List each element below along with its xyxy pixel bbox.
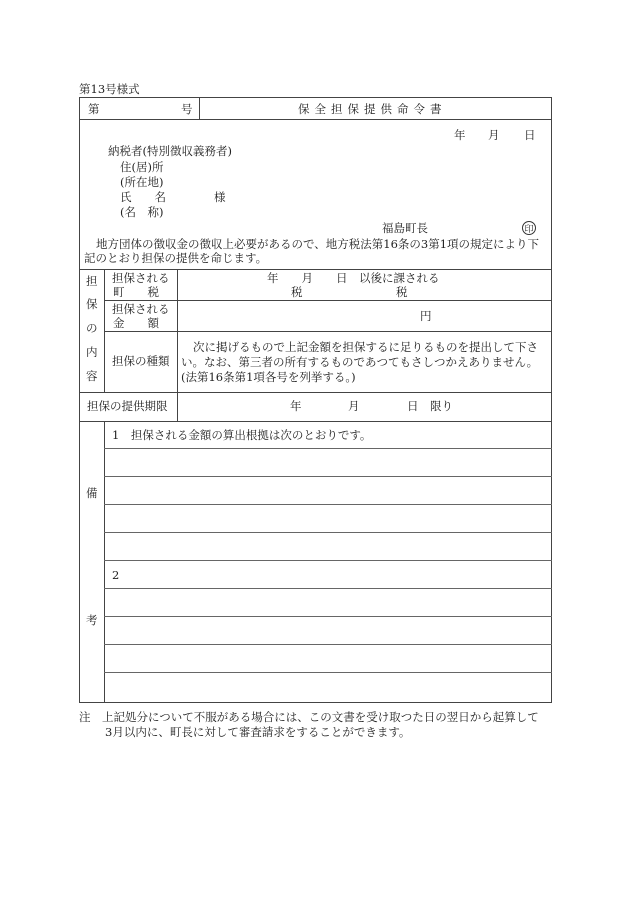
collateral-row1-line [104, 300, 552, 301]
remarks-item-2: 2 [112, 568, 120, 582]
location-label: (所在地) [120, 175, 164, 189]
remarks-line [104, 588, 552, 589]
order-statement: 地方団体の徴収金の徴収上必要があるので、地方税法第16条の3第1項の規定により下記のとおり担保の提供を命じます。 [84, 237, 540, 265]
name-label: 氏 名 [120, 190, 166, 204]
remarks-line [104, 672, 552, 673]
deadline-year: 年 [290, 399, 302, 413]
date-month: 月 [488, 128, 500, 142]
amount-unit: 円 [420, 309, 432, 323]
form-number: 第13号様式 [79, 82, 140, 96]
deadline-day: 日 限り [407, 399, 453, 413]
remarks-item-1: 1 担保される金額の算出根拠は次のとおりです。 [112, 428, 372, 442]
address-label: 住(居)所 [120, 160, 164, 174]
secured-tax-label-2: 町 税 [113, 285, 159, 299]
deadline-divider [177, 392, 178, 421]
collateral-bottom-line [79, 392, 552, 393]
number-label-left: 第 [88, 102, 100, 116]
corp-name-label: (名 称) [120, 205, 164, 219]
side-label-char-1: 担 [86, 274, 98, 288]
secured-amount-label-1: 担保される [112, 302, 170, 316]
deadline-bottom-line [79, 421, 552, 422]
secured-tax-item-2: 税 [396, 285, 408, 299]
collateral-type-text: 次に掲げるもので上記金額を担保するに足りるものを提出して下さい。なお、第三者の所有するものであつてもさしつかえありません。(法第16条第1項各号を列挙する。) [181, 340, 539, 384]
deadline-month: 月 [348, 399, 360, 413]
deadline-label: 担保の提供期限 [87, 399, 168, 413]
remarks-line [104, 644, 552, 645]
remarks-line [104, 616, 552, 617]
secured-tax-item-1: 税 [291, 285, 303, 299]
side-label-char-3: の [86, 321, 98, 335]
remarks-line [104, 560, 552, 561]
remarks-line [104, 532, 552, 533]
appeal-note-line-2: 3月以内に、町長に対して審査請求をすることができます。 [105, 725, 411, 739]
side-label-char-2: 保 [86, 297, 98, 311]
secured-tax-date-line: 年 月 日 以後に課される [267, 271, 440, 285]
remarks-side-divider [104, 421, 105, 703]
issuer-title: 福島町長 [382, 221, 428, 235]
honorific: 様 [214, 190, 226, 204]
seal-mark: 印 [522, 221, 536, 235]
header-bottom-line [79, 119, 552, 120]
collateral-row2-line [104, 331, 552, 332]
side-label-char-4: 内 [86, 345, 98, 359]
appeal-note-line-1: 注 上記処分について不服がある場合には、この文書を受け取つた日の翌日から起算して [79, 710, 539, 724]
collateral-top-line [79, 269, 552, 270]
secured-tax-label-1: 担保される [112, 271, 170, 285]
document-title: 保全担保提供命令書 [298, 102, 447, 116]
header-divider [199, 97, 200, 119]
remarks-label-top: 備 [86, 486, 98, 500]
remarks-line [104, 504, 552, 505]
secured-amount-label-2: 金 額 [113, 316, 159, 330]
date-day: 日 [524, 128, 536, 142]
taxpayer-label: 納税者(特別徴収義務者) [108, 144, 232, 158]
number-label-right: 号 [181, 102, 193, 116]
remarks-line [104, 476, 552, 477]
collateral-type-label: 担保の種類 [112, 354, 170, 368]
remarks-label-bottom: 考 [86, 613, 98, 627]
side-label-char-5: 容 [86, 369, 98, 383]
remarks-line [104, 448, 552, 449]
date-year: 年 [454, 128, 466, 142]
